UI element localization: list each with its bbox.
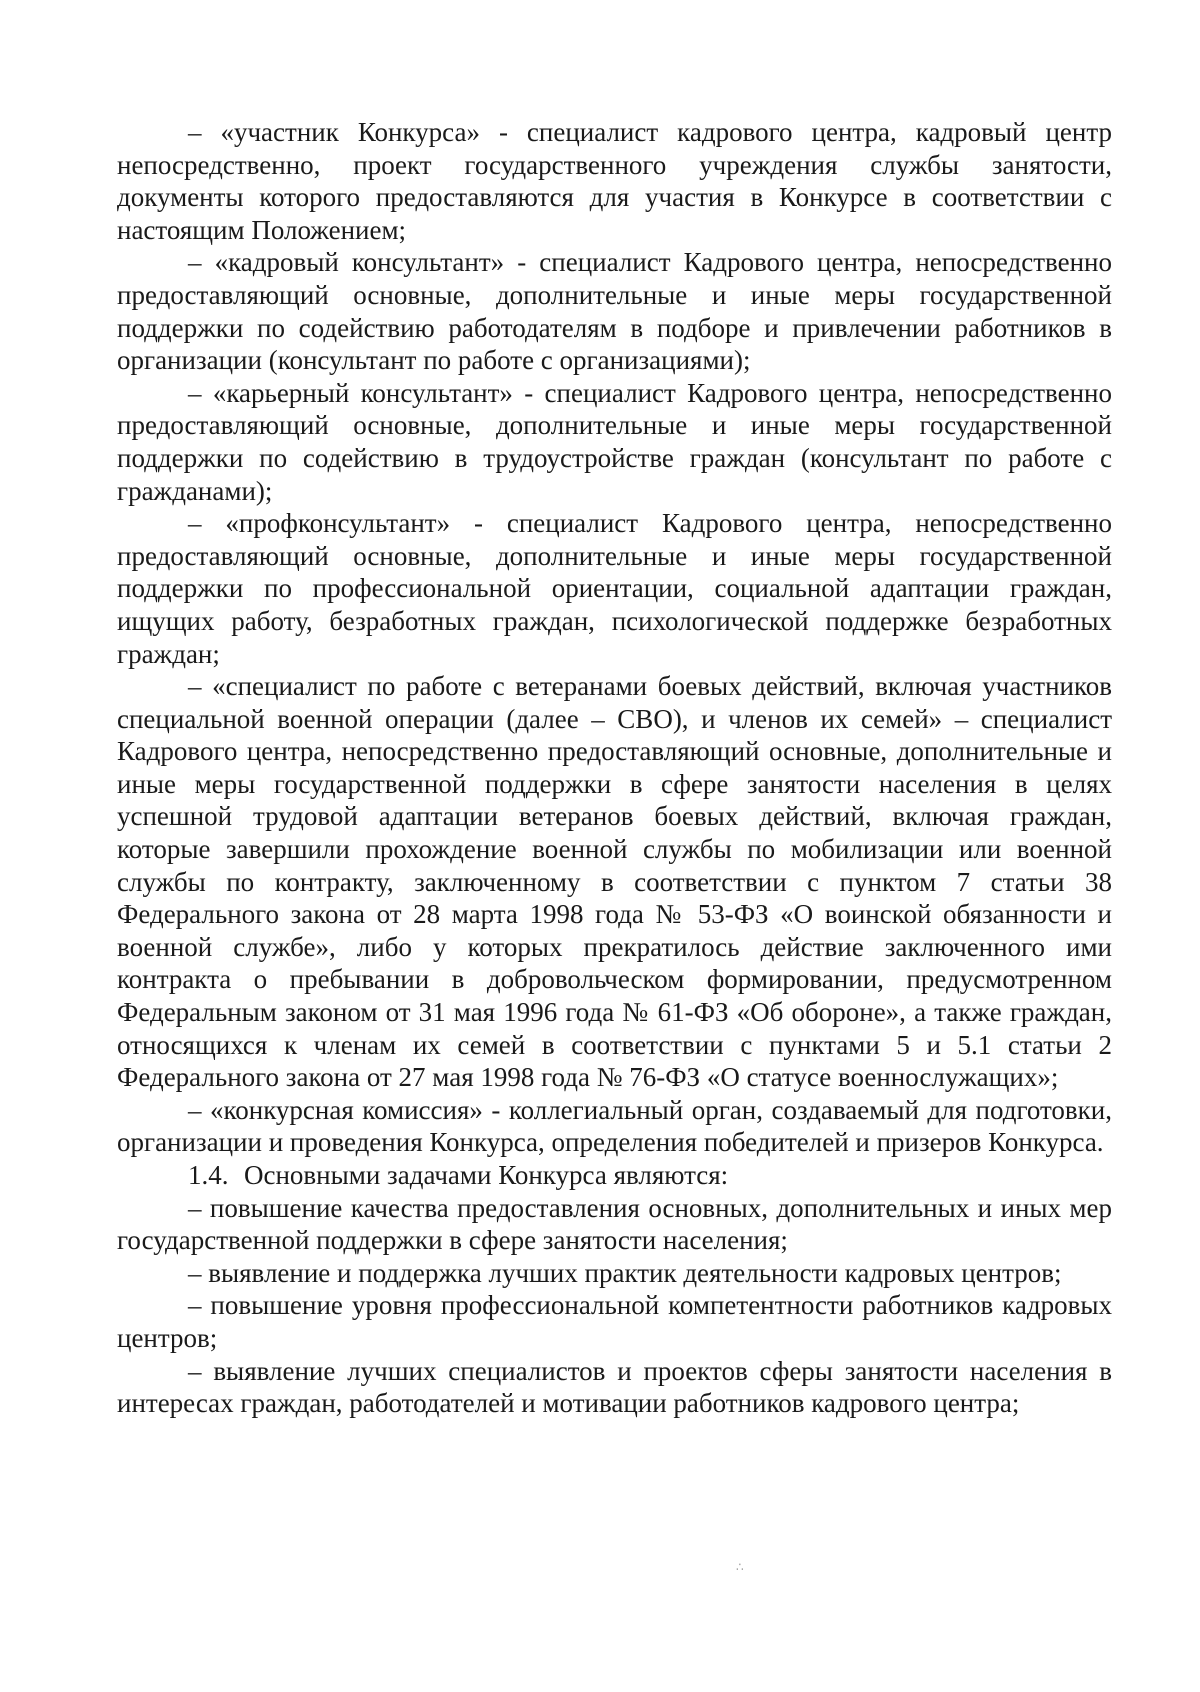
definition-participant: – «участник Конкурса» - специалист кадрового центра, кадровый центр непосредственно, проект государственного учреждения службы занятости, документы которого предоставляются для участия в Конкурсе в соответствии с настоящим Положением; xyxy=(117,117,1112,245)
definition-veterans-specialist: – «специалист по работе с ветеранами боевых действий, включая участников специальной военной операции (далее – СВО), и членов их семей» – специалист Кадрового центра, непосредственно предоставляющий основные, дополнительные и иные меры государственной поддержки в сфере занятости населения в целях успешной трудовой адаптации ветеранов боевых действий, включая граждан, которые завершили прохождение военной службы по мобилизации или военной службы по контракту, заключенному в соответствии с пунктом 7 статьи 38 Федерального закона от 28 марта 1998 года № 53-ФЗ «О воинской обязанности и военной службе», либо у которых прекратилось действие заключенного ими контракта о пребывании в добровольческом формировании, предусмотренном Федеральным законом от 31 мая 1996 года № 61-ФЗ «Об обороне», а также граждан, относящихся к членам их семей в соответствии с пунктами 5 и 5.1 статьи 2 Федерального закона от 27 мая 1998 года № 76-ФЗ «О статусе военнослужащих»; xyxy=(117,671,1112,1093)
definition-prof-consultant: – «профконсультант» - специалист Кадрового центра, непосредственно предоставляющий основные, дополнительные и иные меры государственной поддержки по профессиональной ориентации, социальной адаптации граждан, ищущих работу, безработных граждан, психологической поддержке безработных граждан; xyxy=(117,508,1112,669)
task-item: – выявление и поддержка лучших практик деятельности кадровых центров; xyxy=(188,1257,1062,1288)
task-item: – выявление лучших специалистов и проектов сферы занятости населения в интересах граждан, работодателей и мотивации работников кадрового центра; xyxy=(117,1355,1112,1419)
definition-hr-consultant: – «кадровый консультант» - специалист Кадрового центра, непосредственно предоставляющий основные, дополнительные и иные меры государственной поддержки по содействию работодателям в подборе и привлечении работников в организации (консультант по работе с организациями); xyxy=(117,247,1112,376)
scan-mark-icon: ∴ xyxy=(736,1560,745,1574)
section-number: 1.4. xyxy=(188,1160,229,1190)
task-item: – повышение качества предоставления основных, дополнительных и иных мер государственной поддержки в сфере занятости населения; xyxy=(117,1192,1112,1256)
definition-career-consultant: – «карьерный консультант» - специалист Кадрового центра, непосредственно предоставляющий основные, дополнительные и иные меры государственной поддержки по содействию в трудоустройстве граждан (консультант по работе с гражданами); xyxy=(117,377,1112,506)
section-heading xyxy=(117,1159,1112,1192)
section-text: Основными задачами Конкурса являются: xyxy=(244,1160,729,1190)
definition-competition-commission: – «конкурсная комиссия» - коллегиальный орган, создаваемый для подготовки, организации и проведения Конкурса, определения победителей и призеров Конкурса. xyxy=(117,1094,1112,1158)
task-item: – повышение уровня профессиональной компетентности работников кадровых центров; xyxy=(117,1290,1112,1353)
document-body xyxy=(117,116,1112,1420)
